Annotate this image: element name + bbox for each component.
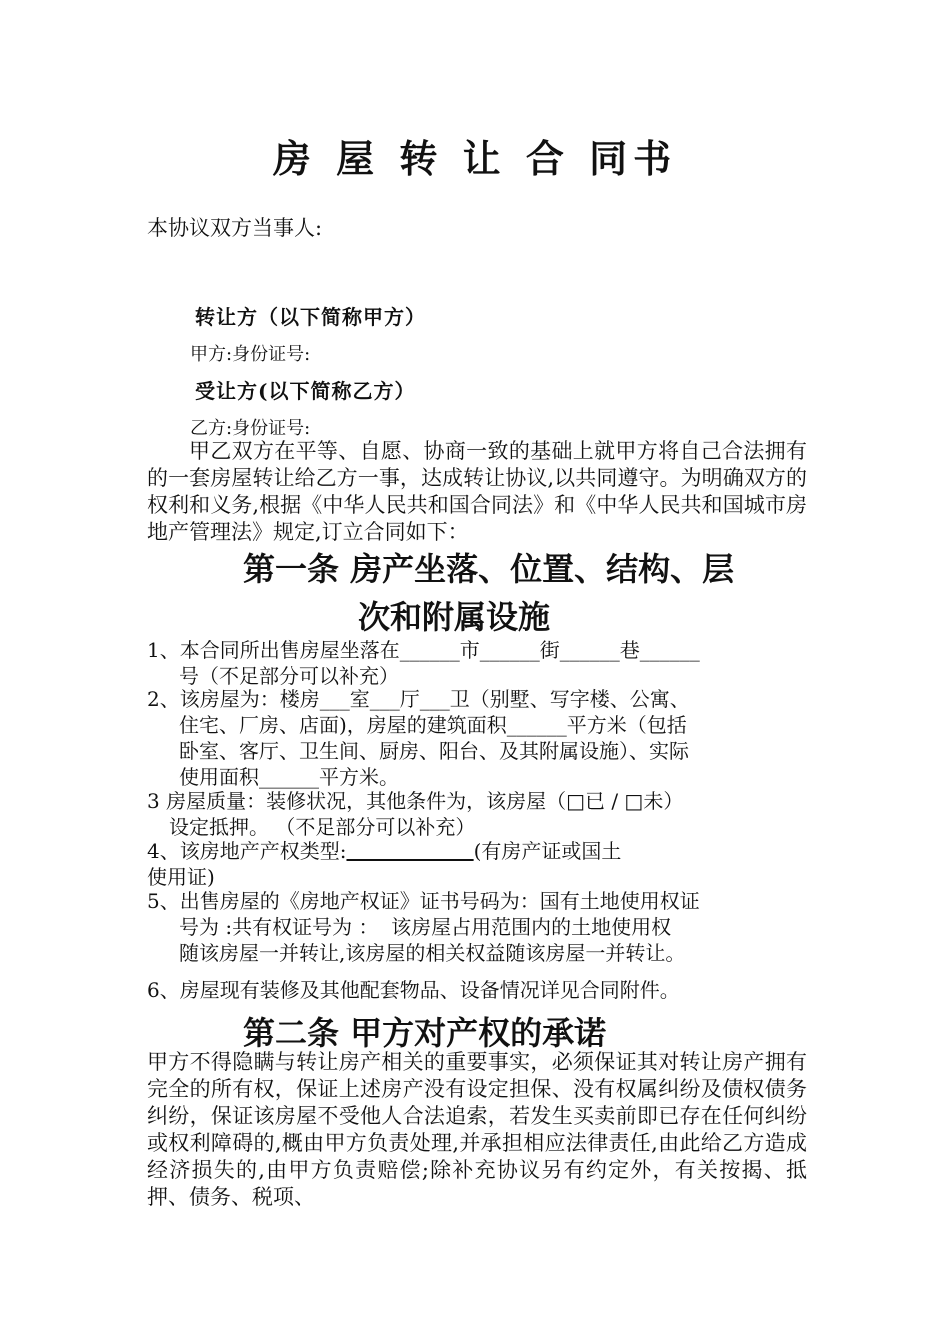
document-title: 房 屋 转 让 合 同书	[272, 136, 678, 181]
article1-title-line2: 次和附属设施	[358, 598, 551, 636]
item-line: 住宅、厂房、店面)，房屋的建筑面积______平方米（包括	[179, 713, 687, 737]
article1-item-1	[147, 637, 700, 689]
item-line: 卧室、客厅、卫生间、厨房、阳台、及其附属设施）、实际	[179, 739, 689, 763]
property-type-blank	[346, 839, 473, 863]
item-line: 5、出售房屋的《房地产权证》证书号码为：国有土地使用权证	[147, 889, 700, 913]
article1-item-2	[147, 686, 690, 790]
item-line: 号为 :共有权证号为 ： 该房屋占用范围内的土地使用权	[179, 915, 672, 939]
item-line: 号（不足部分可以补充）	[179, 664, 399, 688]
item-line: 2、该房屋为：楼房___室___厅___卫（别墅、写字楼、公寓、	[147, 687, 690, 711]
article1-title-line1: 第一条 房产坐落、位置、结构、层	[243, 550, 735, 588]
party-a-heading: 转让方（以下简称甲方）	[195, 305, 426, 329]
preamble-paragraph: 甲乙双方在平等、自愿、协商一致的基础上就甲方将自己合法拥有的一套房屋转让给乙方一事，达成转让协议,以共同遵守。为明确双方的权利和义务,根据《中华人民共和国合同法》和《中华人民共和国城市房地产管理法》规定,订立合同如下：	[147, 439, 807, 544]
item-line: 设定抵押。 （不足部分可以补充）	[169, 815, 476, 839]
item-text: 4、该房地产产权类型:	[147, 839, 347, 863]
article1-item-4	[147, 838, 621, 890]
item-line: 1、本合同所出售房屋坐落在______市______街______巷______	[147, 638, 700, 662]
item-line: 6、房屋现有装修及其他配套物品、设备情况详见合同附件。	[147, 978, 680, 1002]
article2-title: 第二条 甲方对产权的承诺	[243, 1014, 607, 1052]
party-b-id-line: 乙方:身份证号:	[190, 418, 311, 439]
article1-item-5	[147, 888, 700, 966]
item-line: 随该房屋一并转让,该房屋的相关权益随该房屋一并转让。	[179, 941, 686, 965]
item-line: 使用证)	[147, 865, 215, 889]
item-line	[147, 838, 621, 864]
item-line: 使用面积______平方米。	[179, 765, 399, 789]
party-b-heading: 受让方(以下简称乙方）	[195, 379, 416, 403]
party-a-id-line: 甲方:身份证号:	[190, 344, 311, 365]
item-line: 3 房屋质量：装修状况，其他条件为，该房屋（□已 / □未）	[147, 789, 684, 813]
article2-body: 甲方不得隐瞒与转让房产相关的重要事实，必须保证其对转让房产拥有完全的所有权，保证上述房产没有设定担保、没有权属纠纷及债权债务纠纷，保证该房屋不受他人合法追索，若发生买卖前即已存在任何纠纷或权利障碍的,概由甲方负责处理,并承担相应法律责任,由此给乙方造成经济损失的,由甲方负责赔偿;除补充协议另有约定外，有关按揭、抵押、债务、税项、	[147, 1050, 807, 1209]
intro-line: 本协议双方当事人:	[147, 216, 323, 240]
item-text: (有房产证或国土	[473, 839, 622, 863]
article1-item-3	[147, 788, 683, 840]
article1-item-6	[147, 977, 680, 1003]
